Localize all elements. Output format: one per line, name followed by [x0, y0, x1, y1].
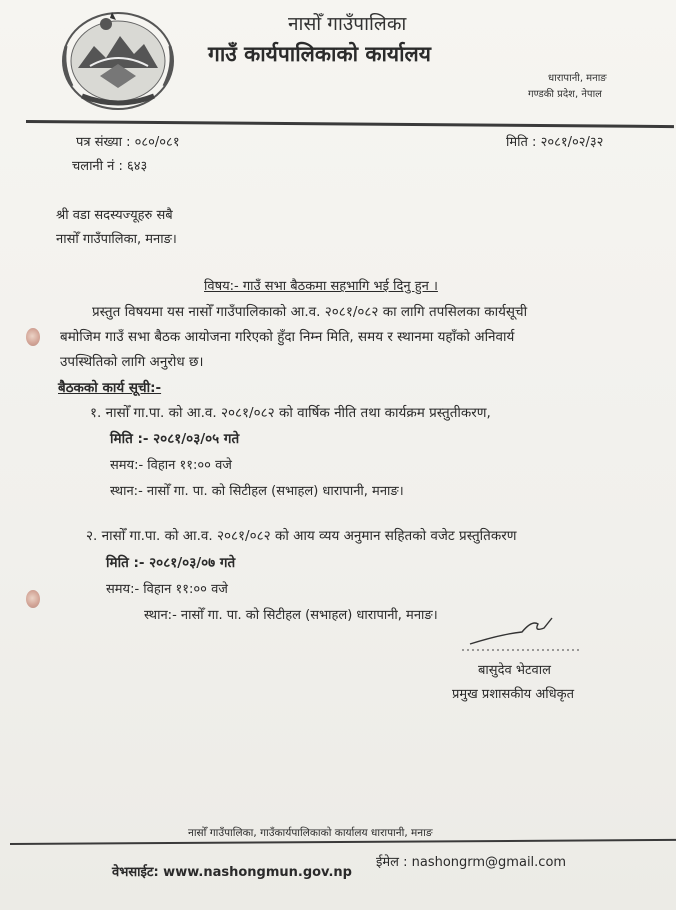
- agenda-item-2-time: समय:- विहान ११:०० वजे: [106, 582, 228, 597]
- body-line-3: उपस्थितिको लागि अनुरोध छ।: [60, 354, 204, 370]
- org-name: नासोँ गाउँपालिका: [288, 13, 407, 35]
- body-line-1: प्रस्तुत विषयमा यस नासोँ गाउँपालिकाको आ.व. २०८१/०८२ का लागि तपसिलका कार्यसूची: [92, 304, 528, 320]
- address-line-2: गण्डकी प्रदेश, नेपाल: [528, 89, 602, 100]
- letter-number: पत्र संख्या : ०८०/०८१: [76, 135, 180, 150]
- signatory-title: प्रमुख प्रशासकीय अधिकृत: [452, 687, 575, 702]
- subject-line: विषय:- गाउँ सभा बैठकमा सहभागि भई दिनु हुन ।: [204, 279, 438, 294]
- body-line-2: बमोजिम गाउँ सभा बैठक आयोजना गरिएको हुँदा निम्न मिति, समय र स्थानमा यहाँको अनिवार्य: [60, 329, 515, 345]
- recipient-line-2: नासोँ गाउँपालिका, मनाङ।: [56, 232, 177, 247]
- nepal-emblem-logo: [60, 6, 178, 112]
- punch-hole-bottom: [26, 590, 40, 608]
- agenda-item-1-place: स्थान:- नासोँ गा. पा. को सिटीहल (सभाहल) धारापानी, मनाङ।: [110, 484, 404, 499]
- footer-website: वेभसाईट: www.nashongmun.gov.np: [112, 865, 352, 880]
- agenda-heading: बैठकको कार्य सूची:-: [58, 380, 162, 396]
- punch-hole-top: [26, 328, 40, 346]
- address-line-1: धारापानी, मनाङ: [548, 73, 607, 84]
- agenda-item-2-date: मिति :- २०८१/०३/०७ गते: [106, 555, 236, 571]
- agenda-item-1-time: समय:- विहान ११:०० वजे: [110, 458, 232, 473]
- agenda-item-2-title: २. नासोँ गा.पा. को आ.व. २०८१/०८२ को आय व्यय अनुमान सहितको वजेट प्रस्तुतिकरण: [86, 528, 517, 544]
- recipient-line-1: श्री वडा सदस्यज्यूहरु सबै: [56, 208, 173, 223]
- letter-date: मिति : २०८१/०२/३२: [506, 135, 604, 150]
- footer-email: ईमेल : nashongrm@gmail.com: [376, 855, 567, 870]
- signature-mark: [462, 610, 582, 654]
- office-name: गाउँ कार्यपालिकाको कार्यालय: [208, 42, 431, 66]
- dispatch-number: चलानी नं : ६४३: [72, 159, 148, 174]
- signatory-name: बासुदेव भेटवाल: [478, 663, 551, 678]
- agenda-item-2-place: स्थान:- नासोँ गा. पा. को सिटीहल (सभाहल) धारापानी, मनाङ।: [144, 608, 438, 623]
- agenda-item-1-title: १. नासोँ गा.पा. को आ.व. २०८१/०८२ को वार्षिक नीति तथा कार्यक्रम प्रस्तुतीकरण,: [90, 405, 491, 421]
- header-divider: [26, 120, 674, 128]
- agenda-item-1-date: मिति :- २०८१/०३/०५ गते: [110, 431, 240, 447]
- footer-org: नासोँ गाउँपालिका, गाउँकार्यपालिकाको कार्यालय धारापानी, मनाङ: [188, 827, 433, 839]
